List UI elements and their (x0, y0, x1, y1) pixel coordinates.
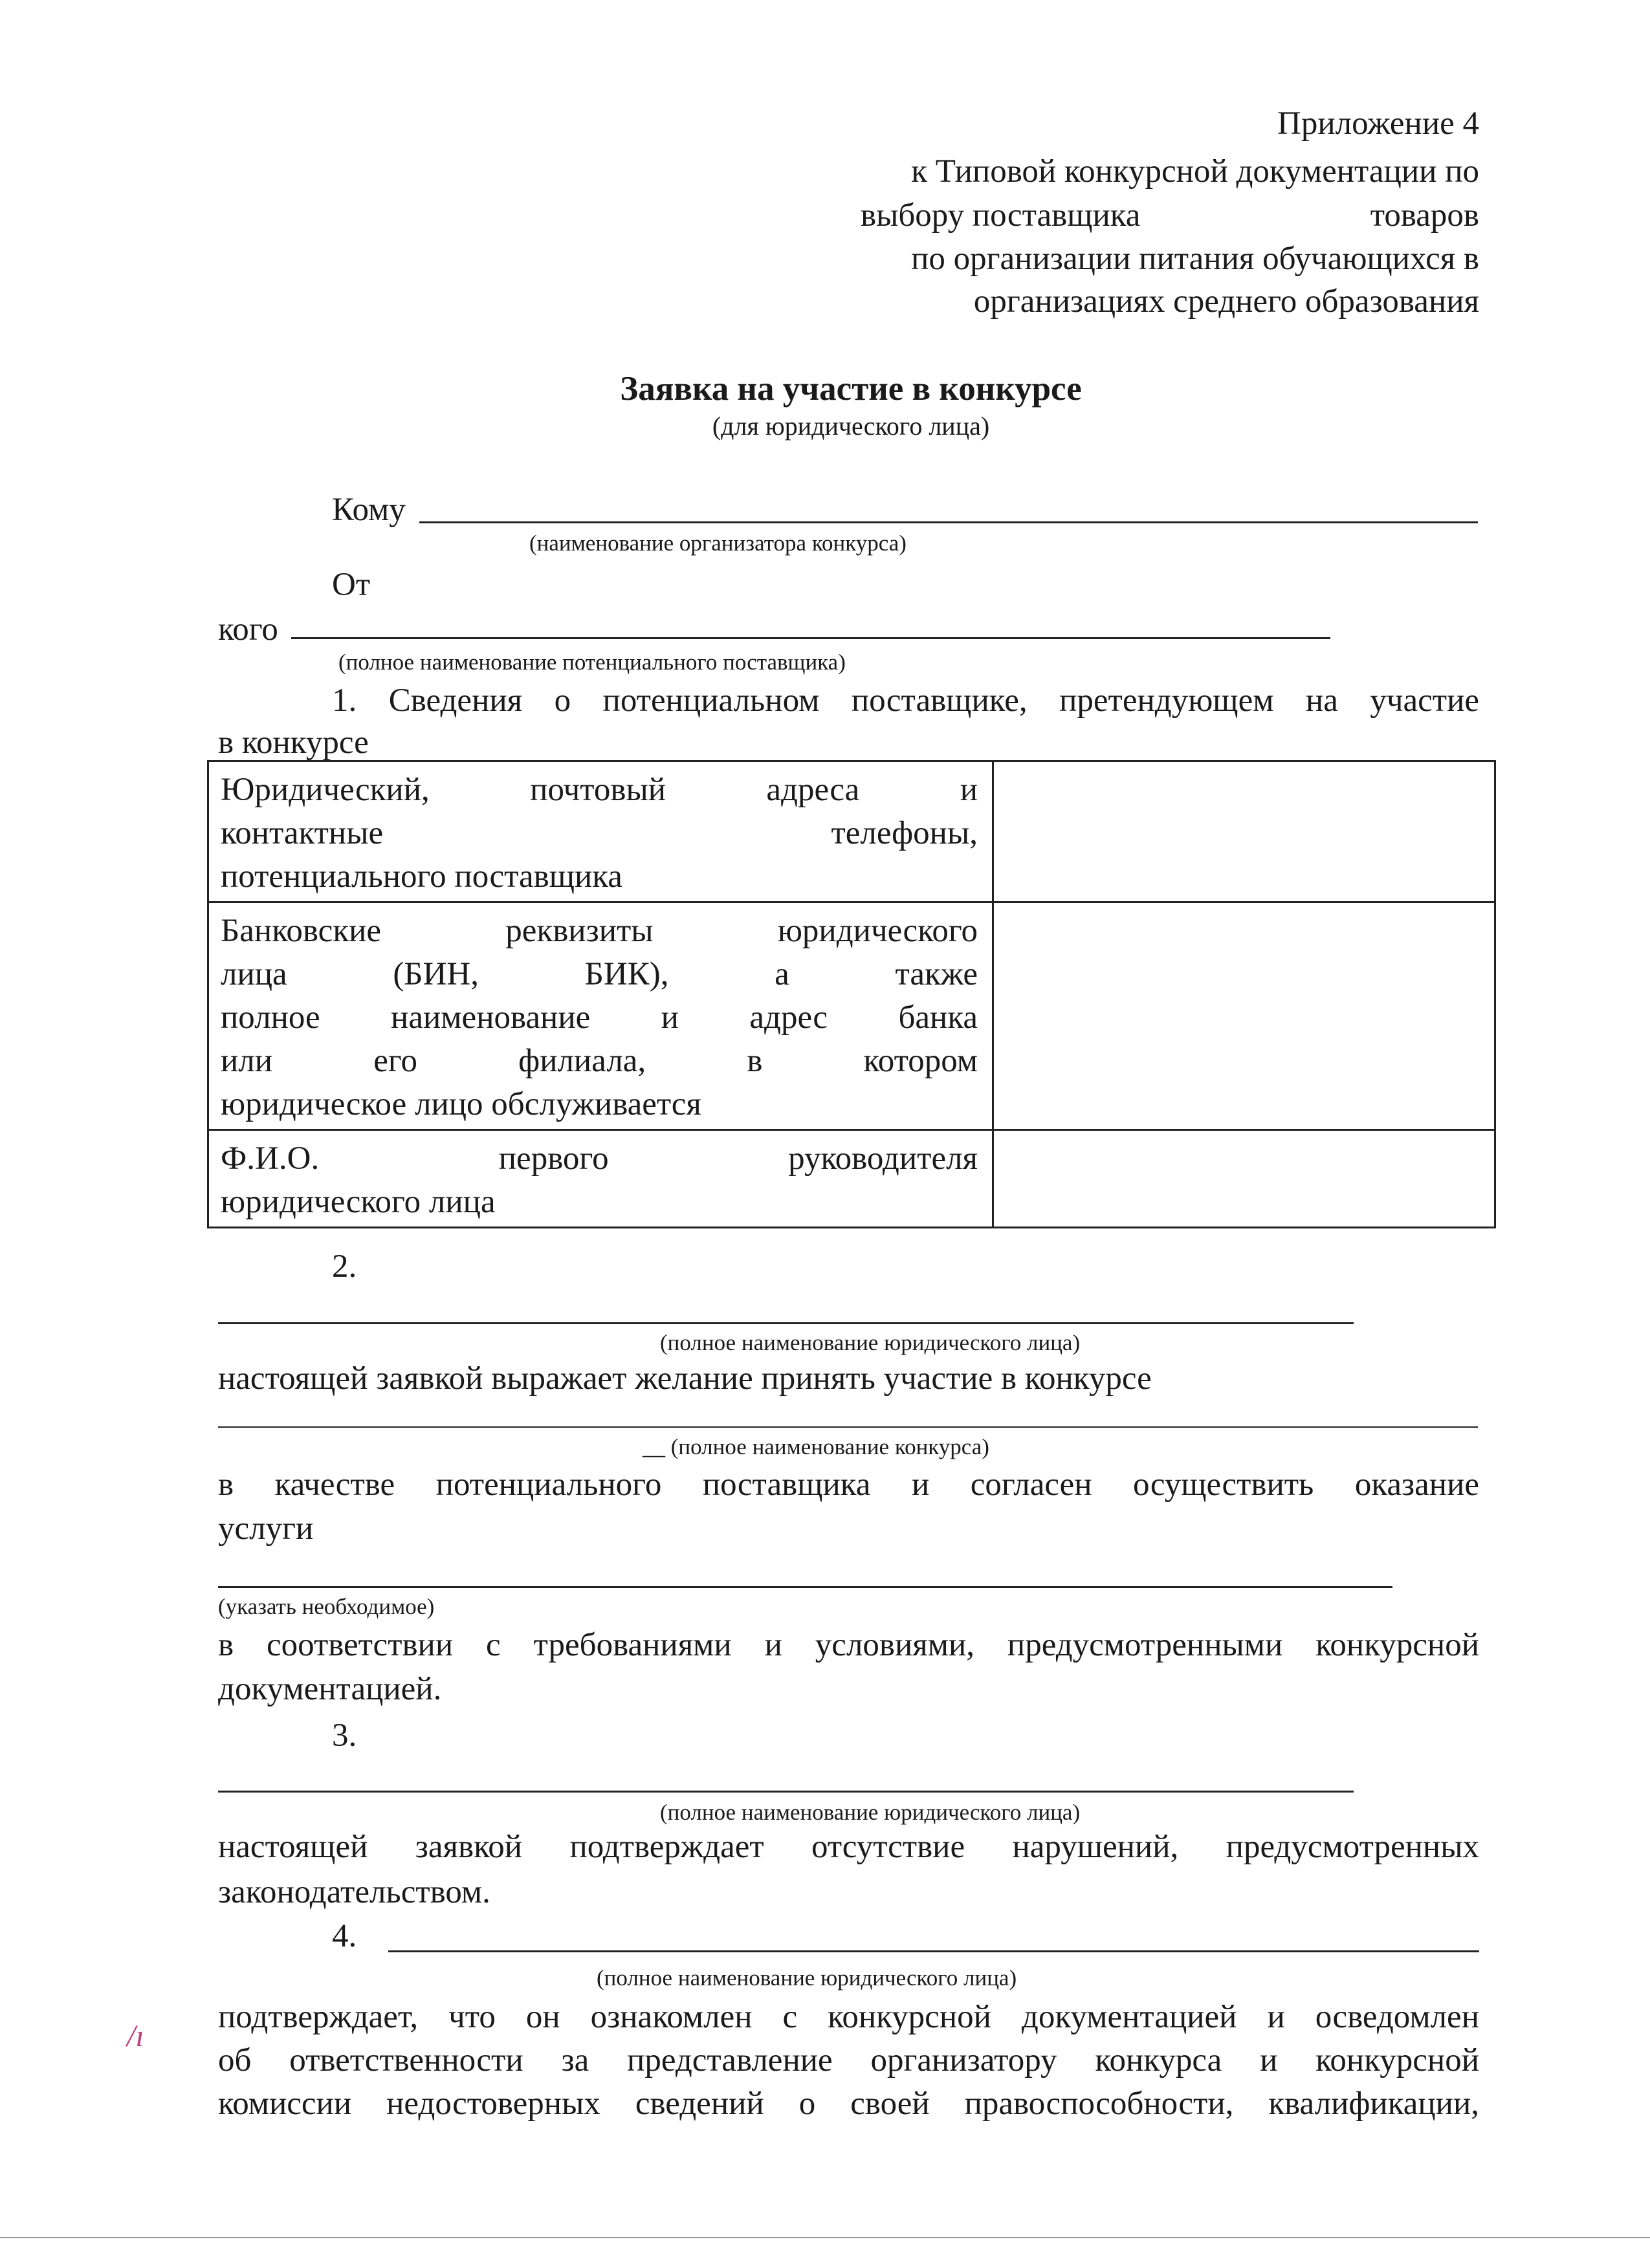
table-row-label: Юридический, почтовый адреса и контактные телефоны, потенциального поставщика (208, 761, 993, 902)
from-label-cont: кого (218, 611, 278, 648)
to-label: Кому (332, 492, 406, 528)
appendix-ref-line-2b: товаров (1370, 197, 1479, 234)
section-1-heading-cont: в конкурсе (218, 725, 369, 761)
form-subtitle: (для юридического лица) (712, 411, 990, 441)
section-1-heading: 1. Сведения о потенциальном поставщике, претендующем на участие (332, 682, 1479, 719)
table-row-value-cell[interactable] (993, 761, 1495, 902)
section-4-name-line[interactable] (388, 1950, 1479, 1952)
section-3-text-b: законодательством. (218, 1874, 490, 1910)
section-4-text-c: комиссии недостоверных сведений о своей правоспособности, квалификации, (218, 2086, 1479, 2122)
section-3-name-hint: (полное наименование юридического лица) (660, 1800, 1081, 1825)
section-2-service-hint: (указать необходимое) (218, 1594, 435, 1619)
section-4-text-a: подтверждает, что он ознакомлен с конкурсной документацией и осведомлен (218, 1999, 1479, 2035)
section-2-text-3b: документацией. (218, 1671, 442, 1707)
section-2-contest-hint: __ (полное наименование конкурса) (643, 1434, 989, 1459)
scan-edge-line (0, 2237, 1650, 2238)
table-row-label: Ф.И.О. первого руководителя юридического лица (208, 1130, 993, 1228)
appendix-label: Приложение 4 (1277, 105, 1479, 142)
section-2-text-3a: в соответствии с требованиями и условиями, предусмотренными конкурсной (218, 1627, 1479, 1663)
section-3-text-a: настоящей заявкой подтверждает отсутствие нарушений, предусмотренных (218, 1829, 1479, 1865)
section-2-service-line[interactable] (218, 1586, 1392, 1588)
section-2-number: 2. (332, 1248, 357, 1285)
section-2-name-hint: (полное наименование юридического лица) (660, 1330, 1081, 1355)
section-2-contest-line[interactable] (218, 1426, 1478, 1428)
section-4-name-hint: (полное наименование юридического лица) (597, 1965, 1017, 1990)
from-label: От (332, 567, 371, 603)
to-field-hint: (наименование организатора конкурса) (529, 530, 907, 556)
from-field-hint: (полное наименование потенциального поставщика) (338, 649, 846, 675)
table-row (208, 1130, 1495, 1228)
section-3-number: 3. (332, 1717, 357, 1754)
appendix-ref-line-1: к Типовой конкурсной документации по (911, 153, 1479, 190)
table-row (208, 761, 1495, 902)
from-field-line[interactable] (291, 637, 1330, 639)
to-field-line[interactable] (419, 521, 1478, 523)
appendix-ref-line-2a: выбору поставщика (861, 197, 1141, 234)
section-2-text-2a: в качестве потенциального поставщика и согласен осуществить оказание (218, 1467, 1479, 1503)
appendix-ref-line-4: организациях среднего образования (973, 283, 1479, 320)
table-row-value-cell[interactable] (993, 1130, 1495, 1228)
table-row (208, 902, 1495, 1130)
section-2-text-1: настоящей заявкой выражает желание принять участие в конкурсе (218, 1360, 1152, 1397)
section-4-number: 4. (332, 1918, 357, 1954)
section-2-name-line[interactable] (218, 1322, 1354, 1324)
form-title: Заявка на участие в конкурсе (620, 370, 1082, 408)
section-2-text-2b: услуги (218, 1510, 314, 1547)
supplier-info-table (207, 760, 1496, 1228)
table-row-label: Банковские реквизиты юридического лица (БИН, БИК), а также полное наименование и адрес банка или его филиала, в котором юридическое лицо обслуживается (208, 902, 993, 1130)
section-4-text-b: об ответственности за представление организатору конкурса и конкурсной (218, 2042, 1479, 2078)
appendix-ref-line-3: по организации питания обучающихся в (911, 241, 1479, 277)
table-row-value-cell[interactable] (993, 902, 1495, 1130)
section-3-name-line[interactable] (218, 1791, 1354, 1793)
pen-mark-icon: /ı (127, 2019, 144, 2053)
